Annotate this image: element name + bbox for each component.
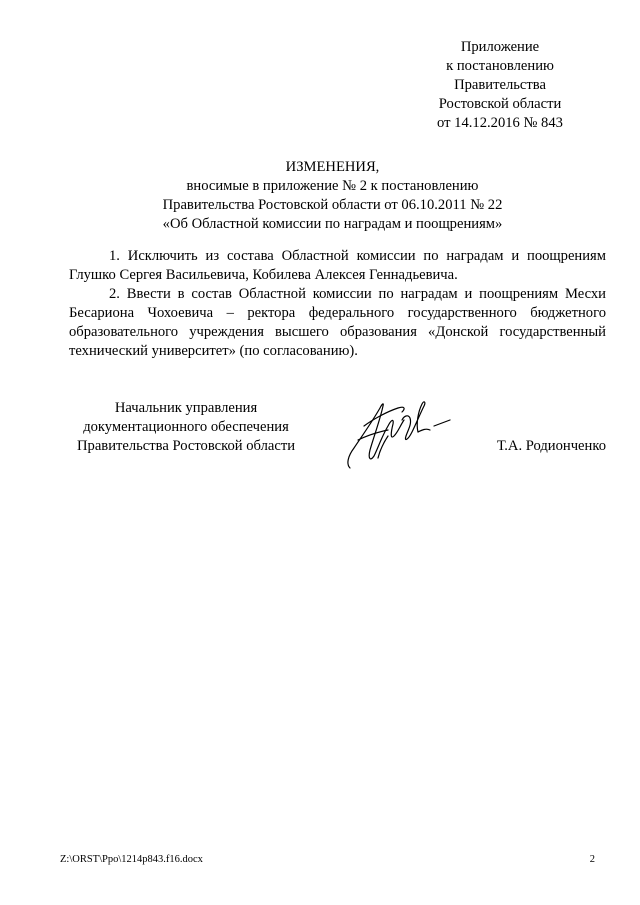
handwritten-signature	[338, 396, 456, 472]
appendix-line: Ростовской области	[438, 96, 562, 112]
signer-position-line: Правительства Ростовской области	[76, 438, 296, 454]
title-line: Правительства Ростовской области от 06.10.2011 № 22	[162, 197, 503, 213]
document-title	[60, 158, 605, 234]
signer-position	[66, 399, 306, 456]
body-paragraph-2: 2. Ввести в состав Областной комиссии по наградам и поощрениям Месхи Бесариона Чохоевича – ректора федерального государственного бюджетного образовательного учреждения высшего образования «Донской государственный технический университет» (по согласованию).	[69, 286, 606, 359]
document-body	[69, 247, 606, 361]
appendix-reference	[400, 38, 600, 133]
signer-position-line: документационного обеспечения	[83, 419, 289, 435]
page-number: 2	[589, 854, 595, 865]
appendix-line: от 14.12.2016 № 843	[437, 115, 563, 131]
body-paragraph-1: 1. Исключить из состава Областной комиссии по наградам и поощрениям Глушко Сергея Васильевича, Кобилева Алексея Геннадьевича.	[69, 248, 606, 283]
title-line: «Об Областной комиссии по наградам и поощрениям»	[162, 216, 503, 232]
title-heading: ИЗМЕНЕНИЯ,	[285, 159, 380, 175]
signer-position-line: Начальник управления	[114, 400, 258, 416]
footer-file-path: Z:\ORST\Ppo\1214p843.f16.docx	[60, 854, 203, 865]
appendix-line: к постановлению	[446, 58, 554, 74]
signer-name: Т.А. Родионченко	[496, 438, 606, 454]
title-line: вносимые в приложение № 2 к постановлению	[186, 178, 479, 194]
appendix-line: Правительства	[454, 77, 546, 93]
appendix-line: Приложение	[460, 39, 540, 55]
